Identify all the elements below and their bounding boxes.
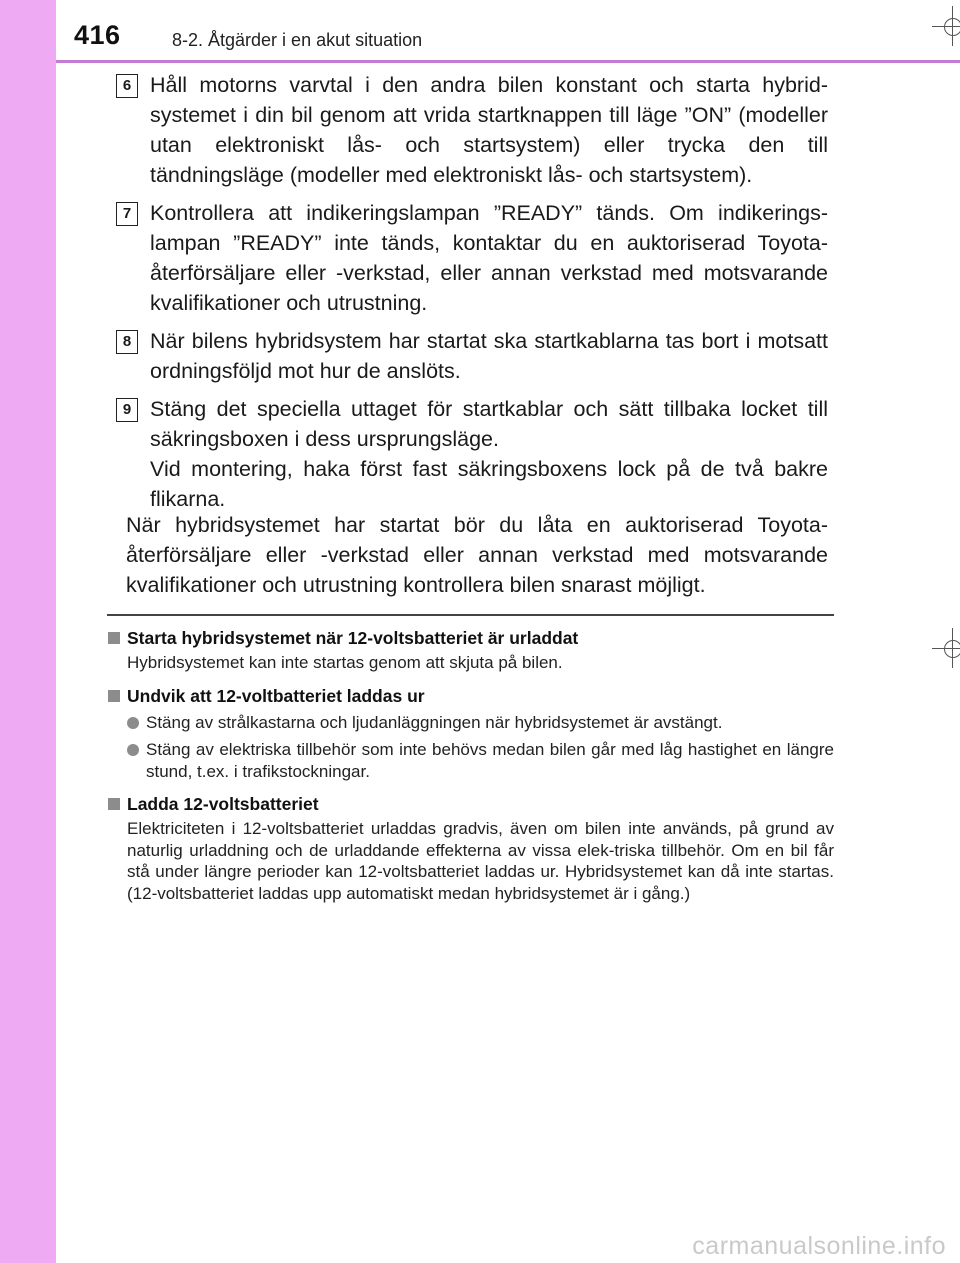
step-extra-text: Vid montering, haka först fast säkringsboxens lock på de två bakre flikarna.	[150, 457, 828, 511]
notes-section	[108, 626, 834, 914]
step-number-badge: 8	[116, 330, 138, 354]
step-list	[116, 70, 828, 522]
note-heading	[108, 792, 834, 816]
step-number-badge: 6	[116, 74, 138, 98]
step-item	[116, 326, 828, 386]
side-strip	[0, 0, 56, 1263]
step-item	[116, 70, 828, 190]
note-heading-text: Undvik att 12-voltbatteriet laddas ur	[127, 685, 425, 706]
note-heading-text: Ladda 12-voltsbatteriet	[127, 794, 319, 814]
note-bullet	[127, 712, 834, 734]
note-heading	[108, 684, 834, 708]
note-body: Hybridsystemet kan inte startas genom att skjuta på bilen.	[127, 653, 563, 672]
step-text: Håll motorns varvtal i den andra bilen konstant och starta hybrid-systemet i din bil genom att vrida startknappen till läge ”ON” (modeller utan elektroniskt lås- och startsystem) eller trycka den till tändningsläge (modeller med elektroniskt lås- och startsystem).	[150, 73, 828, 187]
step-text: Stäng det speciella uttaget för startkablar och sätt tillbaka locket till säkringsboxen i dess ursprungsläge.	[150, 397, 828, 451]
step-item	[116, 198, 828, 318]
step-item	[116, 394, 828, 514]
crop-mark-icon	[932, 628, 960, 668]
section-divider	[107, 614, 834, 616]
page-number: 416	[74, 20, 121, 50]
step-text: Kontrollera att indikeringslampan ”READY” tänds. Om indikerings-lampan ”READY” inte tänds, kontaktar du en auktoriserad Toyota-återförsäljare eller -verkstad, eller annan verkstad med motsvarande kvalifikationer och utrustning.	[150, 201, 828, 315]
square-bullet-icon	[108, 798, 120, 810]
note-bullet-text: Stäng av elektriska tillbehör som inte behövs medan bilen går med låg hastighet en längre stund, t.ex. i trafikstockningar.	[146, 740, 834, 781]
note-heading-text: Starta hybridsystemet när 12-voltsbatteriet är urladdat	[127, 628, 579, 648]
section-title: 8-2. Åtgärder i en akut situation	[172, 30, 423, 50]
header-rule	[56, 60, 960, 63]
note-bullet	[127, 739, 834, 782]
square-bullet-icon	[108, 632, 120, 644]
note-heading	[108, 626, 834, 650]
circle-bullet-icon	[127, 744, 139, 756]
square-bullet-icon	[108, 690, 120, 702]
step-number-badge: 9	[116, 398, 138, 422]
note-bullet-text: Stäng av strålkastarna och ljudanläggningen när hybridsystemet är avstängt.	[146, 712, 723, 732]
note-body: Elektriciteten i 12-voltsbatteriet urladdas gradvis, även om bilen inte används, på grund av naturlig urladdning och de urladdande effekterna av vissa elek-triska tillbehör. Om en bil får stå under längre perioder kan 12-voltsbatteriet laddas ur. Hybridsystemet kan då inte startas. (12-voltsbatteriet laddas upp automatiskt medan hybridsystemet är i gång.)	[127, 819, 834, 903]
step-text: När bilens hybridsystem har startat ska startkablarna tas bort i motsatt ordningsföljd mot hur de anslöts.	[150, 329, 828, 383]
crop-mark-icon	[932, 6, 960, 46]
step-number-badge: 7	[116, 202, 138, 226]
circle-bullet-icon	[127, 717, 139, 729]
closing-paragraph: När hybridsystemet har startat bör du låta en auktoriserad Toyota-återförsäljare eller -verkstad eller annan verkstad med motsvarande kvalifikationer och utrustning kontrollera bilen snarast möjligt.	[126, 513, 828, 597]
watermark: carmanualsonline.info	[692, 1232, 946, 1260]
